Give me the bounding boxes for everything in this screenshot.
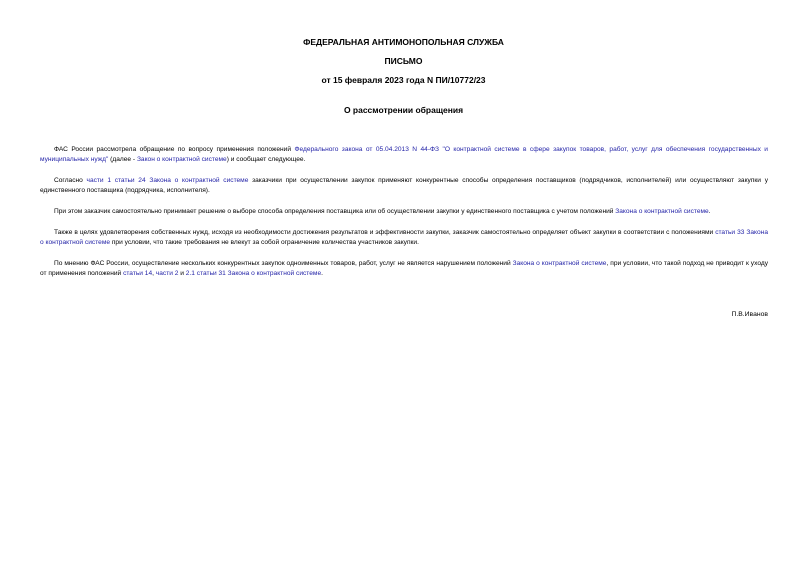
paragraph-4-text-1: Также в целях удовлетворения собственных нужд, исходя из необходимости достижения результатов и эффективности закупки, заказчик самостоятельно определяет объект закупки в соответствии с положениями xyxy=(54,229,716,236)
link-contract-system-law-3[interactable]: Закона о контрактной системе xyxy=(512,260,607,267)
paragraph-1-text-3: ) и сообщает следующее. xyxy=(226,156,306,164)
paragraph-2-text-1: Согласно xyxy=(54,177,87,184)
paragraph-5-text-5: . xyxy=(321,270,323,278)
link-part1-article24[interactable]: части 1 статьи 24 Закона о контрактной системе xyxy=(86,177,249,184)
paragraph-2-text-2: заказчики при осуществлении закупок применяют конкурентные способы определения поставщиков (подрядчиков, исполнителей) или осуществляют закупки у единственного поставщика (подрядчика, исполнителя). xyxy=(40,177,768,195)
paragraph-1-text-2: (далее - xyxy=(108,156,137,164)
paragraph-4-text-2: при условии, что такие требования не влекут за собой ограничение количества участников закупки. xyxy=(110,239,419,247)
paragraph-4 xyxy=(40,228,768,248)
paragraph-3 xyxy=(40,207,768,217)
link-contract-system-law[interactable]: Закон о контрактной системе xyxy=(136,156,227,164)
paragraph-3-text-2: . xyxy=(708,208,711,215)
link-article33[interactable]: статьи 33 Закона о контрактной системе xyxy=(40,229,768,247)
document-date-number: от 15 февраля 2023 года N ПИ/10772/23 xyxy=(321,75,486,85)
paragraph-1 xyxy=(40,145,768,165)
paragraph-5-text-1: По мнению ФАС России, осуществление нескольких конкурентных закупок одноименных товаров, работ, услуг не является нарушением положений xyxy=(54,260,513,267)
link-part2[interactable]: части 2 xyxy=(155,270,179,278)
paragraph-3-text-1: При этом заказчик самостоятельно принимает решение о выборе способа определения поставщика или об осуществлении закупки у единственного поставщика с учетом положений xyxy=(54,208,616,215)
paragraph-5 xyxy=(40,259,768,279)
signature: П.В.Иванов xyxy=(731,311,768,318)
document-subject: О рассмотрении обращения xyxy=(343,105,464,115)
paragraph-5-text-2: , при условии, что такой подход не приводит к уходу от применения положений xyxy=(40,260,768,278)
agency-name: ФЕДЕРАЛЬНАЯ АНТИМОНОПОЛЬНАЯ СЛУЖБА xyxy=(303,37,504,47)
paragraph-1-text-1: ФАС России рассмотрела обращение по вопросу применения положений xyxy=(54,146,295,153)
link-federal-law-44fz[interactable]: Федерального закона от 05.04.2013 N 44-ФЗ "О контрактной системе в сфере закупок товаров, работ, услуг для обеспечения государственных и муниципальных нужд" xyxy=(40,146,768,164)
paragraph-2 xyxy=(40,176,768,196)
paragraph-5-text-4: и xyxy=(178,270,186,278)
link-contract-system-law-2[interactable]: Закона о контрактной системе xyxy=(615,208,709,215)
document-type: ПИСЬМО xyxy=(384,56,423,66)
link-article14[interactable]: статьи 14 xyxy=(123,270,153,278)
link-part2-1-article31[interactable]: 2.1 статьи 31 Закона о контрактной системе xyxy=(185,270,322,278)
paragraph-5-text-3: , xyxy=(152,270,156,278)
